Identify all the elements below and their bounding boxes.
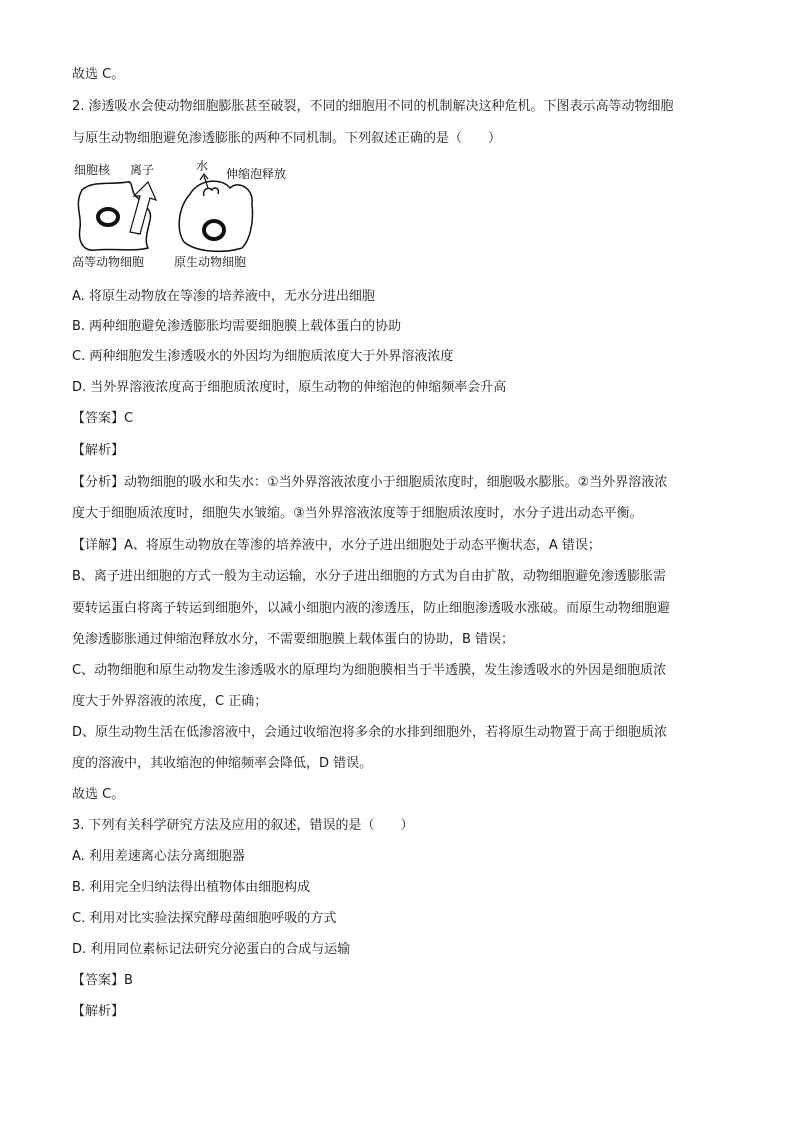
detail-d: 度的溶液中，其收缩泡的伸缩频率会降低，D 错误。: [72, 756, 373, 771]
analysis-text: 度大于细胞质浓度时，细胞失水皱缩。③当外界溶液浓度等于细胞质浓度时，水分子进出动态平衡。: [72, 506, 643, 521]
analysis-heading: 【解析】: [72, 443, 125, 458]
cell-diagram: [72, 160, 312, 278]
answer: 【答案】C: [72, 411, 134, 426]
conclusion: 故选 C。: [72, 787, 125, 802]
detail-a: 【详解】A、将原生动物放在等渗的培养液中，水分子进出细胞处于动态平衡状态，A 错误；: [72, 538, 601, 553]
contractile-vacuole: [204, 188, 219, 196]
text-line: 故选 C。: [72, 67, 125, 82]
option-d: D. 当外界溶液浓度高于细胞质浓度时，原生动物的伸缩泡的伸缩频率会升高: [72, 380, 507, 395]
caption-protozoan-cell: 原生动物细胞: [174, 255, 247, 269]
option-c: C. 两种细胞发生渗透吸水的外因均为细胞质浓度大于外界溶液浓度: [72, 349, 454, 364]
answer: 【答案】B: [72, 973, 133, 988]
water-arrow: [200, 174, 208, 188]
detail-b: 免渗透膨胀通过伸缩泡释放水分，不需要细胞膜上载体蛋白的协助，B 错误；: [72, 632, 515, 647]
label-water: 水: [196, 160, 209, 173]
label-ion: 离子: [130, 163, 155, 177]
detail-b: B、离子进出细胞的方式一般为主动运输，水分子进出细胞的方式为自由扩散，动物细胞避免渗透膨胀需: [72, 569, 666, 584]
animal-cell-nucleus: [98, 209, 118, 225]
label-nucleus: 细胞核: [74, 163, 111, 177]
detail-b: 要转运蛋白将离子转运到细胞外，以减小细胞内液的渗透压，防止细胞渗透吸水涨破。而原生动物细胞避: [72, 601, 671, 616]
protozoan-cell-nucleus: [204, 221, 224, 239]
caption-higher-animal-cell: 高等动物细胞: [72, 255, 145, 269]
option-a: A. 将原生动物放在等渗的培养液中，无水分进出细胞: [72, 289, 375, 304]
analysis-heading: 【解析】: [72, 1004, 125, 1019]
option-d: D. 利用同位素标记法研究分泌蛋白的合成与运输: [72, 942, 351, 957]
question-2-stem: 与原生动物细胞避免渗透膨胀的两种不同机制。下列叙述正确的是（ ）: [72, 131, 502, 146]
option-b: B. 两种细胞避免渗透膨胀均需要细胞膜上载体蛋白的协助: [72, 319, 402, 334]
analysis-text: 【分析】动物细胞的吸水和失水：①当外界溶液浓度小于细胞质浓度时，细胞吸水膨胀。②当外界溶液浓: [72, 475, 668, 490]
detail-c: 度大于外界溶液的浓度，C 正确；: [72, 694, 268, 709]
ion-arrow: [130, 182, 156, 234]
label-contractile-vacuole: 伸缩泡释放: [226, 167, 287, 181]
question-2-stem: 2. 渗透吸水会使动物细胞膨胀甚至破裂，不同的细胞用不同的机制解决这种危机。下图表示高等动物细胞: [72, 99, 674, 114]
question-3-stem: 3. 下列有关科学研究方法及应用的叙述，错误的是（ ）: [72, 818, 414, 833]
detail-d: D、原生动物生活在低渗溶液中，会通过收缩泡将多余的水排到细胞外，若将原生动物置于高于细胞质浓: [72, 725, 668, 740]
option-c: C. 利用对比实验法探究酵母菌细胞呼吸的方式: [72, 911, 337, 926]
detail-c: C、动物细胞和原生动物发生渗透吸水的原理均为细胞膜相当于半透膜，发生渗透吸水的外因是细胞质浓: [72, 663, 667, 678]
option-a: A. 利用差速离心法分离细胞器: [72, 849, 245, 864]
option-b: B. 利用完全归纳法得出植物体由细胞构成: [72, 880, 311, 895]
